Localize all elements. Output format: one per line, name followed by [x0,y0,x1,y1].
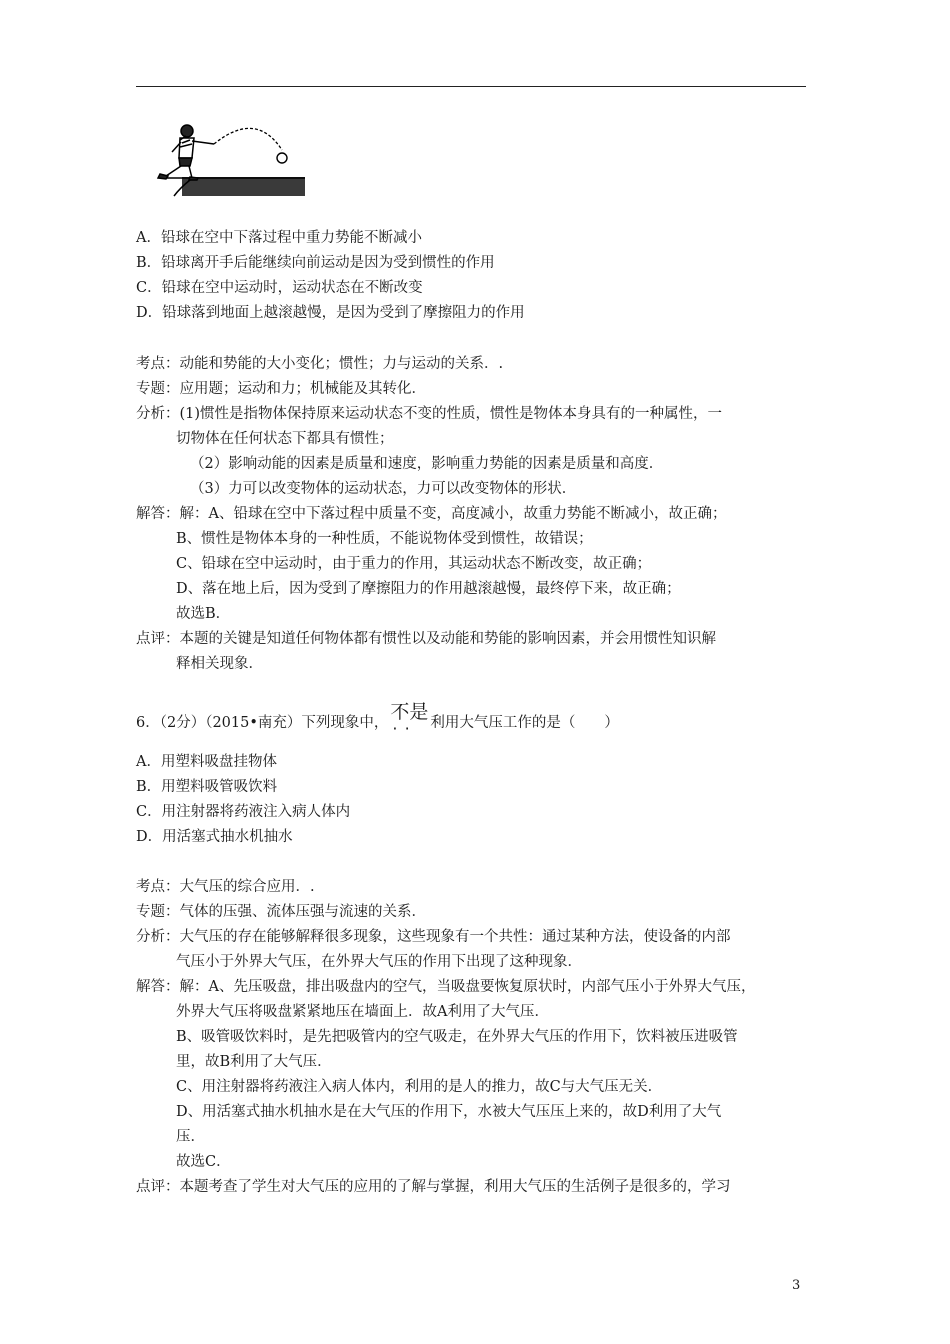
q5-option-c: C．铅球在空中运动时，运动状态在不断改变 [136,280,423,296]
q6-jieda-line: C、用注射器将药液注入病人体内，利用的是人的推力，故C与大气压无关． [176,1079,663,1095]
q5-jieda-line: B、惯性是物体本身的一种性质，不能说物体受到惯性，故错误； [176,531,593,547]
q5-fenxi-line: 切物体在任何状态下都具有惯性； [176,431,394,447]
q6-stem [136,701,619,736]
q5-dianping-line: 释相关现象． [176,656,263,672]
q5-jieda-line: D、落在地上后，因为受到了摩擦阻力的作用越滚越慢，最终停下来，故正确； [176,581,681,597]
q6-jieda-line: 压． [176,1129,205,1145]
q6-option-a: A．用塑料吸盘挂物体 [136,754,277,770]
q6-jieda-line: D、用活塞式抽水机抽水是在大气压的作用下，水被大气压压上来的，故D利用了大气 [176,1104,722,1120]
q5-fenxi-line: （3）力可以改变物体的运动状态，力可以改变物体的形状． [190,481,577,497]
q5-option-a: A．铅球在空中下落过程中重力势能不断减小 [136,230,422,246]
q6-option-d: D．用活塞式抽水机抽水 [136,829,293,845]
q5-jieda-line: C、铅球在空中运动时，由于重力的作用，其运动状态不断改变，故正确； [176,556,652,572]
shot-ball [277,153,287,163]
q5-kaodian: 考点：动能和势能的大小变化；惯性；力与运动的关系．. [136,356,504,372]
q6-jieda-line: 里，故B利用了大气压． [176,1054,332,1070]
q6-option-b: B．用塑料吸管吸饮料 [136,779,278,795]
q6-kaodian: 考点：大气压的综合应用．. [136,879,315,895]
ground-block [182,177,305,196]
q6-jieda-line: 解答：解：A、先压吸盘，排出吸盘内的空气，当吸盘要恢复原状时，内部气压小于外界大气压， [136,979,756,995]
q6-stem-before: 6．（2分）（2015•南充）下列现象中， [136,715,389,731]
header-rule [136,86,806,87]
q6-fenxi-line: 分析：大气压的存在能够解释很多现象，这些现象有一个共性：通过某种方法，使设备的内部 [136,929,731,945]
q6-option-c: C．用注射器将药液注入病人体内 [136,804,351,820]
q5-option-b: B．铅球离开手后能继续向前运动是因为受到惯性的作用 [136,255,495,271]
q6-jieda-line: 外界大气压将吸盘紧紧地压在墙面上．故A利用了大气压． [176,1004,549,1020]
q5-zhuanti: 专题：应用题；运动和力；机械能及其转化． [136,381,426,397]
q6-fenxi-line: 气压小于外界大气压，在外界大气压的作用下出现了这种现象． [176,954,582,970]
q6-stem-emphasis: 不是 · · [390,699,428,725]
q5-option-d: D．铅球落到地面上越滚越慢，是因为受到了摩擦阻力的作用 [136,305,525,321]
shot-put-figure [136,122,306,198]
q5-jieda-line: 解答：解：A、铅球在空中下落过程中质量不变，高度减小，故重力势能不断减小，故正确； [136,506,727,522]
q6-stem-after: 利用大气压工作的是（ ） [430,715,619,731]
q5-jieda-line: 故选B． [176,606,231,622]
q6-jieda-line: B、吸管吸饮料时，是先把吸管内的空气吸走，在外界大气压的作用下，饮料被压进吸管 [176,1029,738,1045]
q5-fenxi-line: 分析：(1)惯性是指物体保持原来运动状态不变的性质，惯性是物体本身具有的一种属性，一 [136,406,723,422]
q6-dianping-line: 点评：本题考查了学生对大气压的应用的了解与掌握，利用大气压的生活例子是很多的，学习 [136,1179,731,1195]
athlete [158,125,214,180]
q6-zhuanti: 专题：气体的压强、流体压强与流速的关系． [136,904,426,920]
q5-dianping-line: 点评：本题的关键是知道任何物体都有惯性以及动能和势能的影响因素，并会用惯性知识解 [136,631,716,647]
q6-jieda-line: 故选C． [176,1154,231,1170]
page-number: 3 [792,1278,801,1293]
q5-fenxi-line: （2）影响动能的因素是质量和速度，影响重力势能的因素是质量和高度． [190,456,664,472]
